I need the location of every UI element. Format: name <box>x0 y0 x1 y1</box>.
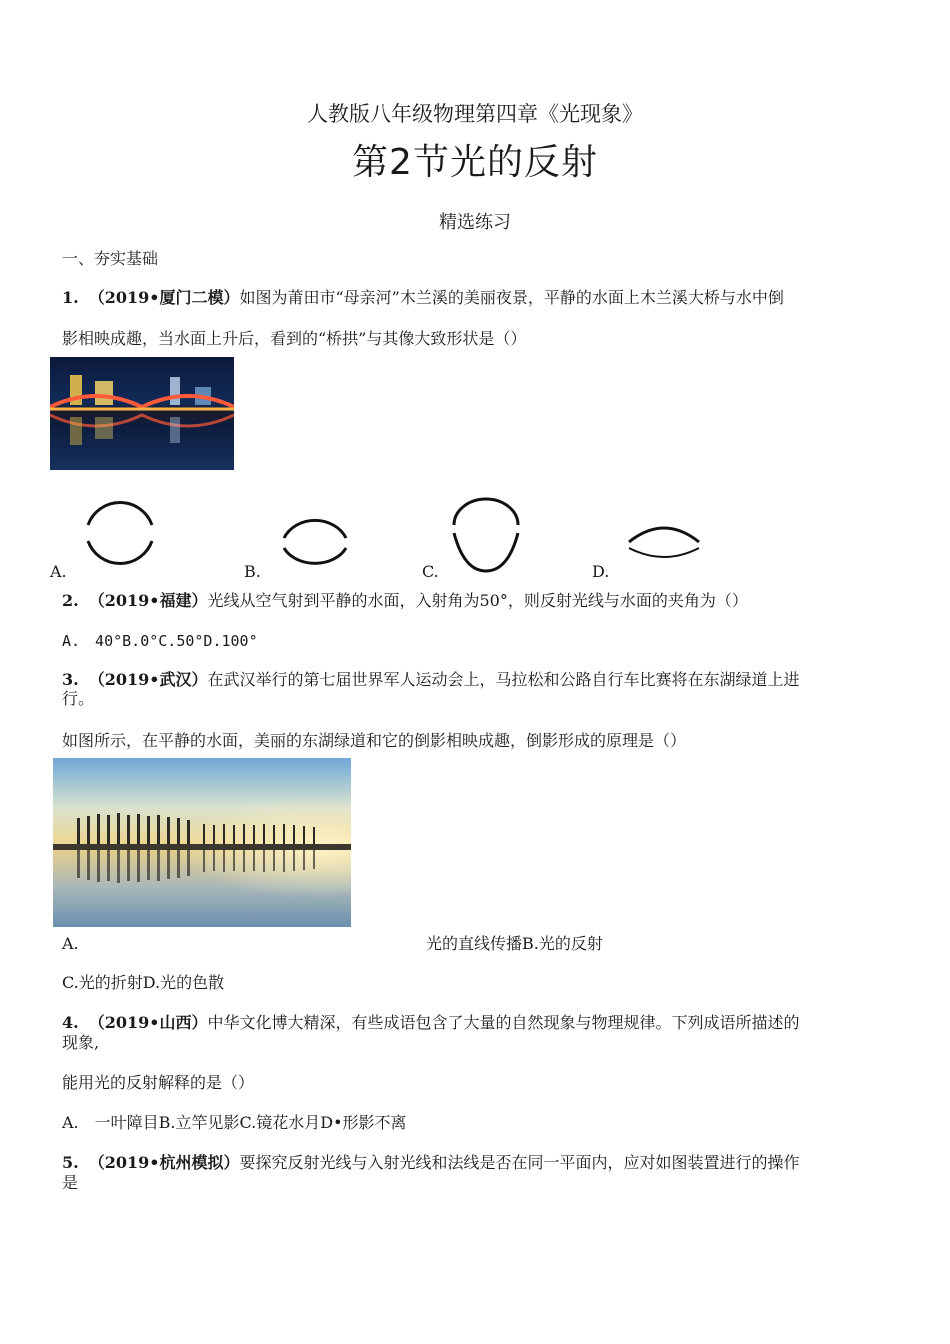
q4-line1 <box>62 1013 799 1033</box>
q5-text1: 要探究反射光线与入射光线和法线是否在同一平面内，应对如图装置进行的操作 <box>239 1153 800 1172</box>
q1-line2: 影相映成趣，当水面上升后，看到的“桥拱”与其像大致形状是（） <box>62 329 527 348</box>
q3-options-ab[interactable]: 光的直线传播B.光的反射 <box>426 934 603 953</box>
q4-number: 4. <box>62 1013 79 1032</box>
q3-number: 3. <box>62 670 79 689</box>
q3-options-cd[interactable]: C.光的折射D.光的色散 <box>62 973 225 992</box>
option-a-arc-figure <box>80 493 160 573</box>
q3-line3: 如图所示，在平静的水面，美丽的东湖绿道和它的倒影相映成趣，倒影形成的原理是（） <box>62 731 687 750</box>
section-heading: 一、夯实基础 <box>62 249 159 268</box>
q5-number: 5. <box>62 1153 79 1172</box>
q1-option-a[interactable]: A. <box>50 562 67 581</box>
q5-source: （2019•杭州模拟） <box>88 1153 240 1172</box>
doc-supertitle: 人教版八年级物理第四章《光现象》 <box>307 102 643 126</box>
q3-line1 <box>62 670 799 690</box>
q2-options[interactable]: A. 40°B.0°C.50°D.100° <box>62 632 258 650</box>
option-c-arc-figure <box>448 497 524 575</box>
doc-subtitle: 精选练习 <box>439 212 511 233</box>
q1-source: （2019•厦门二模） <box>88 288 240 307</box>
q3-source: （2019•武汉） <box>88 670 208 689</box>
q2-number: 2. <box>62 591 79 610</box>
q4-text1: 中华文化博大精深，有些成语包含了大量的自然现象与物理规律。下列成语所描述的 <box>207 1013 800 1032</box>
q1-line1 <box>62 288 784 308</box>
q4-options[interactable]: A. 一叶障目B.立竿见影C.镜花水月D•形影不离 <box>62 1113 407 1132</box>
lake-reflection-scene <box>53 758 351 927</box>
q3-option-a-label[interactable]: A. <box>62 934 79 953</box>
option-d-arc-figure <box>625 518 703 566</box>
q3-text1: 在武汉举行的第七届世界军人运动会上，马拉松和公路自行车比赛将在东湖绿道上进 <box>207 670 800 689</box>
lake-reflection-photo <box>53 758 351 927</box>
option-b-arc-figure <box>278 514 352 574</box>
q1-number: 1. <box>62 288 79 307</box>
bridge-night-photo <box>50 357 234 470</box>
q1-option-b[interactable]: B. <box>244 562 261 581</box>
q2-text: 光线从空气射到平静的水面，入射角为50°，则反射光线与水面的夹角为（） <box>207 591 748 610</box>
doc-title: 第2节光的反射 <box>352 142 598 183</box>
bridge-night-scene <box>50 357 234 470</box>
q2-line <box>62 591 748 611</box>
q1-option-c[interactable]: C. <box>422 562 439 581</box>
q5-line2: 是 <box>62 1173 79 1192</box>
q2-source: （2019•福建） <box>88 591 208 610</box>
q5-line1 <box>62 1153 799 1173</box>
q3-line2: 行。 <box>62 689 95 708</box>
q1-text1: 如图为莆田市“母亲河”木兰溪的美丽夜景，平静的水面上木兰溪大桥与水中倒 <box>239 288 784 307</box>
q4-source: （2019•山西） <box>88 1013 208 1032</box>
q4-line2: 现象, <box>62 1033 100 1052</box>
q4-line3: 能用光的反射解释的是（） <box>62 1073 255 1092</box>
q1-option-d[interactable]: D. <box>592 562 610 581</box>
